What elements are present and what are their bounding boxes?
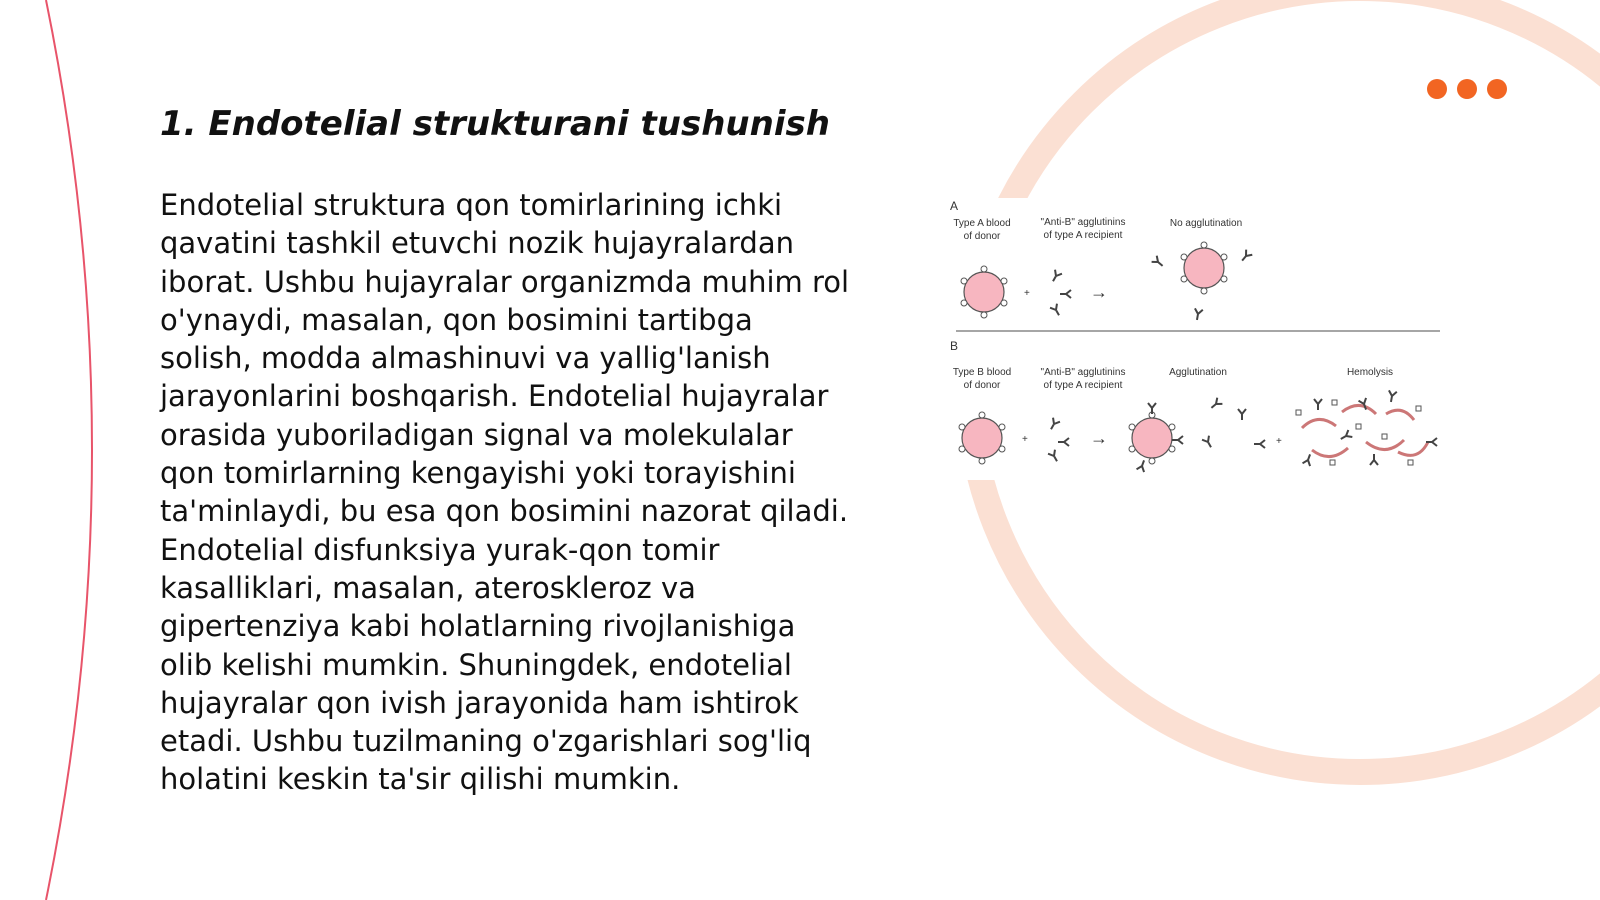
agglutinated-cell xyxy=(1129,403,1183,472)
dot xyxy=(1427,79,1447,99)
antibody-group xyxy=(1050,270,1071,318)
dot xyxy=(1487,79,1507,99)
red-blood-cell xyxy=(961,266,1007,318)
panel-a-result: No agglutination xyxy=(1169,218,1243,229)
panel-a-letter: A xyxy=(950,199,959,213)
plus-sign: + xyxy=(1024,288,1030,299)
panel-b-antibody-line2: of type A recipient xyxy=(1043,380,1123,391)
left-decorative-line xyxy=(46,0,92,900)
panel-b-donor-line2: of donor xyxy=(963,380,1001,391)
menu-dots-icon xyxy=(1427,79,1517,99)
red-blood-cell xyxy=(1181,242,1227,294)
hemolysis-fragments xyxy=(1302,405,1428,456)
panel-a-donor-line1: Type A blood xyxy=(953,218,1011,229)
dot xyxy=(1457,79,1477,99)
panel-a-antibody-line1: "Anti-B" agglutinins xyxy=(1040,217,1126,228)
slide-title: 1. Endotelial strukturani tushunish xyxy=(160,104,830,144)
panel-b-antibody-line1: "Anti-B" agglutinins xyxy=(1040,367,1126,378)
free-antibodies xyxy=(1202,398,1265,449)
red-blood-cell xyxy=(959,412,1005,464)
panel-b-letter: B xyxy=(950,339,959,353)
panel-b-result: Agglutination xyxy=(1169,367,1227,378)
plus-sign: + xyxy=(1022,434,1028,445)
panel-a-donor-line2: of donor xyxy=(963,231,1001,242)
panel-b-donor-line1: Type B blood xyxy=(952,367,1012,378)
agglutination-diagram xyxy=(946,198,1458,480)
reaction-arrow: → xyxy=(1090,428,1108,448)
panel-a-antibody-line2: of type A recipient xyxy=(1043,230,1123,241)
antibody-group xyxy=(1048,418,1069,464)
agglutination-figure xyxy=(946,198,1458,480)
plus-sign: + xyxy=(1276,436,1282,447)
slide-body-text: Endotelial struktura qon tomirlarining ichki qavatini tashkil etuvchi nozik hujayralardan iborat. Ushbu hujayralar organizmda muhim rol o'ynaydi, masalan, qon bosimini tartibga solish, modda almashinuvi va yallig'lanish jarayonlarini boshqarish. Endotelial hujayralar orasida yuboriladigan signal va molekulalar qon tomirlarning kengayishi yoki torayishini ta'minlaydi, bu esa qon bosimini nazorat qiladi. Endotelial disfunksiya yurak-qon tomir kasalliklari, masalan, ateroskleroz va gipertenziya kabi holatlarning rivojlanishiga olib kelishi mumkin. Shuningdek, endotelial hujayralar qon ivish jarayonida ham ishtirok etadi. Ushbu tuzilmaning o'zgarishlari sog'liq holatini keskin ta'sir qilishi mumkin. xyxy=(160,188,850,797)
reaction-arrow: → xyxy=(1090,282,1108,302)
panel-b-result2: Hemolysis xyxy=(1346,367,1394,378)
